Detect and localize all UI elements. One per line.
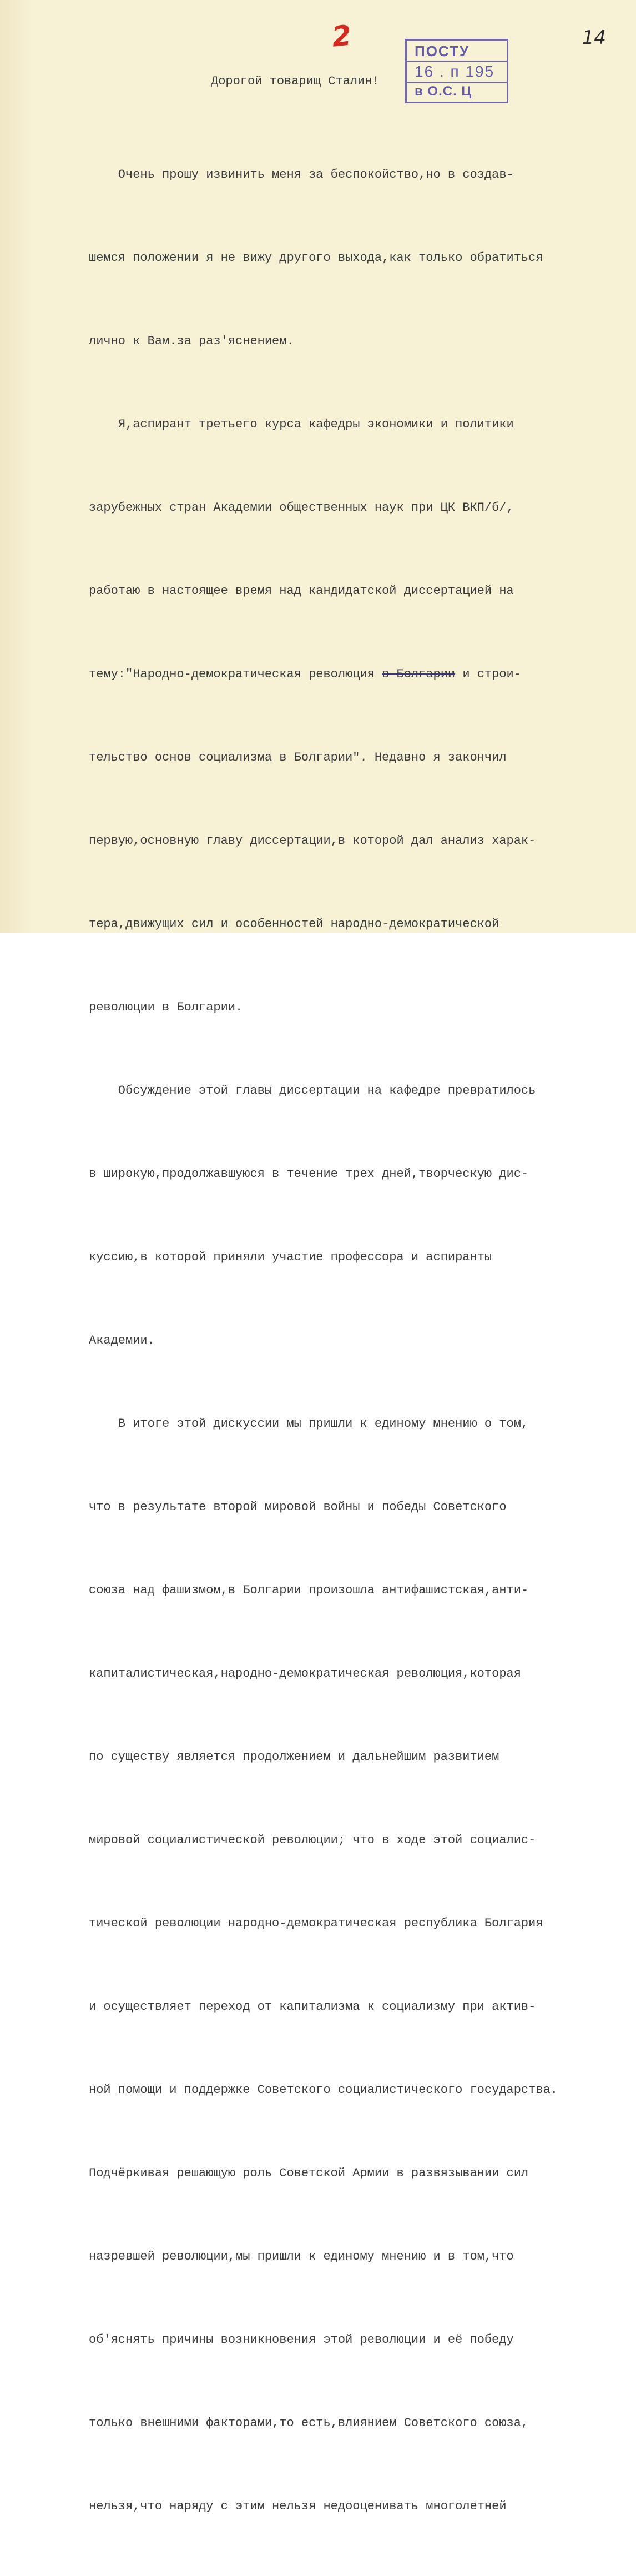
text-line: в широкую,продолжавшуюся в течение трех дней,творческую дис- bbox=[89, 1167, 529, 1181]
stamp-line-1: ПОСТУ bbox=[415, 43, 470, 59]
stamp-divider bbox=[407, 61, 507, 62]
text-line: об'яснять причины возникновения этой революции и её победу bbox=[89, 2333, 514, 2347]
struck-out-text: в Болгарии bbox=[382, 667, 456, 681]
text-line: Обсуждение этой главы диссертации на кафедре превратилось bbox=[89, 1084, 536, 1098]
text-line: тера,движущих сил и особенностей народно-демократической bbox=[89, 917, 499, 931]
stamp-line-2: 16 . п 195 bbox=[415, 63, 495, 80]
text-segment: и строи- bbox=[455, 667, 521, 681]
page-edge-shading bbox=[0, 0, 33, 933]
text-line: лично к Вам.за раз'яснением. bbox=[89, 334, 294, 348]
text-line: куссию,в которой приняли участие профессора и аспиранты bbox=[89, 1250, 492, 1264]
text-line: Я,аспирант третьего курса кафедры экономики и политики bbox=[89, 417, 514, 431]
text-line: тельство основ социализма в Болгарии". Недавно я закончил bbox=[89, 751, 507, 764]
letter-greeting: Дорогой товарищ Сталин! bbox=[211, 74, 380, 88]
stamp-divider bbox=[407, 82, 507, 83]
text-line: мировой социалистической революции; что в ходе этой социалис- bbox=[89, 1833, 536, 1847]
received-stamp bbox=[405, 39, 508, 103]
text-line: зарубежных стран Академии общественных наук при ЦК ВКП/б/, bbox=[89, 501, 514, 515]
text-line: тической революции народно-демократическая республика Болгария bbox=[89, 1916, 543, 1930]
letter-body bbox=[89, 105, 622, 2576]
stamp-line-3: в О.С. Ц bbox=[415, 84, 472, 99]
text-line: назревшей революции,мы пришли к единому мнению и в том,что bbox=[89, 2250, 514, 2263]
text-line: союза над фашизмом,в Болгарии произошла антифашистская,анти- bbox=[89, 1583, 529, 1597]
text-line: Подчёркивая решающую роль Советской Армии в развязывании сил bbox=[89, 2166, 529, 2180]
text-line: В итоге этой дискуссии мы пришли к единому мнению о том, bbox=[89, 1417, 529, 1431]
archive-mark: 2 bbox=[330, 19, 353, 53]
text-line: по существу является продолжением и дальнейшим развитием bbox=[89, 1750, 499, 1764]
text-line: работаю в настоящее время над кандидатской диссертацией на bbox=[89, 584, 514, 598]
text-line: Очень прошу извинить меня за беспокойство,но в создав- bbox=[89, 168, 514, 182]
text-line: и осуществляет переход от капитализма к социализму при актив- bbox=[89, 2000, 536, 2014]
text-line: шемся положении я не вижу другого выхода,как только обратиться bbox=[89, 251, 543, 265]
text-line: революции в Болгарии. bbox=[89, 1000, 243, 1014]
text-line: Академии. bbox=[89, 1334, 155, 1347]
text-line: ной помощи и поддержке Советского социалистического государства. bbox=[89, 2083, 558, 2097]
text-line: только внешними факторами,то есть,влиянием Советского союза, bbox=[89, 2416, 529, 2430]
page-number: 14 bbox=[582, 27, 606, 49]
text-line: капиталистическая,народно-демократическая революция,которая bbox=[89, 1667, 521, 1681]
text-line-with-strikeout bbox=[89, 661, 622, 688]
text-segment: тему:"Народно-демократическая революция bbox=[89, 667, 382, 681]
text-line: первую,основную главу диссертации,в которой дал анализ харак- bbox=[89, 834, 536, 848]
text-line: что в результате второй мировой войны и победы Советского bbox=[89, 1500, 507, 1514]
text-line: нельзя,что наряду с этим нельзя недооценивать многолетней bbox=[89, 2499, 507, 2513]
